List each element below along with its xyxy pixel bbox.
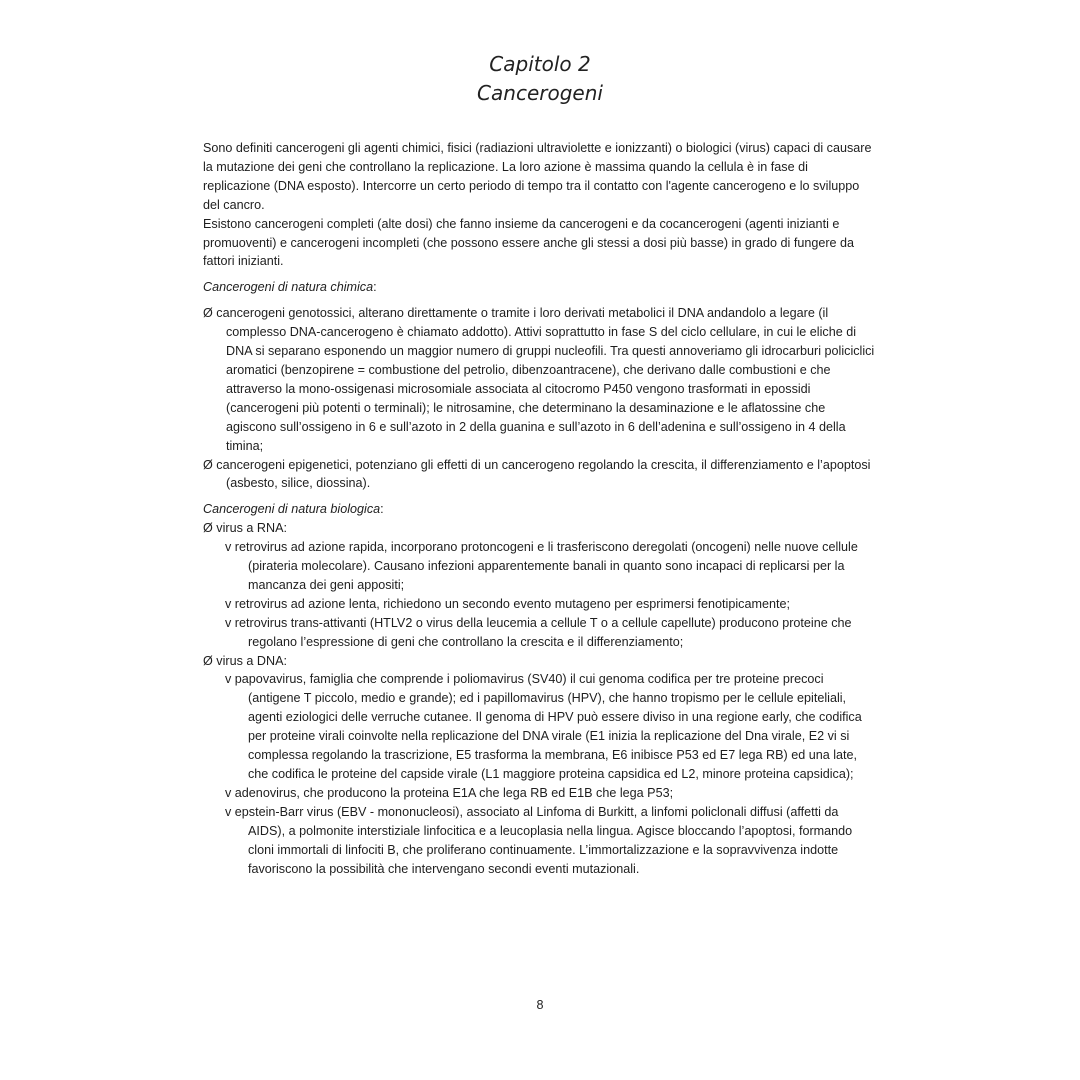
- chemical-heading-text: Cancerogeni di natura chimica: [203, 280, 374, 295]
- chemical-heading-colon: :: [373, 280, 377, 295]
- biological-heading-colon: :: [380, 502, 384, 517]
- sub-bullet-marker: v: [225, 596, 232, 611]
- dna-item-ebv: [203, 803, 875, 879]
- rna-item-slow: [203, 595, 875, 614]
- bullet-marker: Ø: [203, 306, 213, 321]
- chapter-number: Capitolo 2: [489, 52, 591, 76]
- dna-item-text: epstein-Barr virus (EBV - mononucleosi), associato al Linfoma di Burkitt, a linfomi policlonali diffusi (affetti da AIDS), a polmonite interstiziale linfocitica e a leucoplasia nella lingua. Agisce bloccando l’apoptosi, formando cloni immortali di linfociti B, che proliferano continuamente. L’immortalizzazione e la sopravvivenza indotte favoriscono la possibilità che intervengano secondi eventi mutazionali.: [234, 804, 853, 876]
- rna-item-text: retrovirus trans-attivanti (HTLV2 o virus della leucemia a cellule T o a cellule capellute) producono proteine che regolano l’espressione di geni che controllano la crescita e il differenziamento;: [234, 615, 852, 649]
- page-number: 8: [536, 998, 544, 1012]
- dna-virus-label-text: virus a DNA:: [216, 653, 287, 668]
- dna-item-text: papovavirus, famiglia che comprende i poliomavirus (SV40) il cui genoma codifica per tre proteine precoci (antigene T piccolo, medio e grande); ed i papillomavirus (HPV), che hanno tropismo per le cellule epiteliali, agenti eziologici delle verruche cutanee. Il genoma di HPV può essere diviso in una regione early, che codifica per proteine virali coinvolte nella replicazione del DNA virale (E1 inizia la replicazione del Dna virale, E2 vi si complessa regolando la trascrizione, E5 trasforma la membrana, E6 inibisce P53 ed E7 lega RB) ed una late, che codifica le proteine del capside virale (L1 maggiore proteina capsidica ed L2, minore proteina capsidica);: [234, 672, 862, 781]
- chapter-title: Cancerogeni: [477, 81, 603, 105]
- bullet-marker: Ø: [203, 653, 213, 668]
- chemical-heading: [203, 278, 875, 297]
- dna-item-adenovirus: [203, 784, 875, 803]
- chemical-item-genotoxic: [203, 304, 875, 455]
- chemical-item-text: cancerogeni epigenetici, potenziano gli effetti di un cancerogeno regolando la crescita, il differenziamento e l’apoptosi (asbesto, silice, diossina).: [216, 457, 871, 491]
- biological-heading-text: Cancerogeni di natura biologica: [203, 502, 381, 517]
- sub-bullet-marker: v: [225, 672, 232, 687]
- biological-heading: [203, 500, 875, 519]
- sub-bullet-marker: v: [225, 540, 232, 555]
- dna-item-papovavirus: [203, 670, 875, 783]
- rna-virus-label: [203, 519, 875, 538]
- sub-bullet-marker: v: [225, 615, 232, 630]
- rna-item-transactivating: [203, 614, 875, 652]
- rna-virus-label-text: virus a RNA:: [216, 521, 287, 536]
- intro-paragraph-1: Sono definiti cancerogeni gli agenti chimici, fisici (radiazioni ultraviolette e ionizzanti) o biologici (virus) capaci di causare la mutazione dei geni che controllano la replicazione. La loro azione è massima quando la cellula è in fase di replicazione (DNA esposto). Intercorre un certo periodo di tempo tra il contatto con l'agente cancerogeno e lo sviluppo del cancro.: [203, 141, 872, 212]
- sub-bullet-marker: v: [225, 804, 232, 819]
- bullet-marker: Ø: [203, 457, 213, 472]
- chemical-item-text: cancerogeni genotossici, alterano direttamente o tramite i loro derivati metabolici il DNA andandolo a legare (il complesso DNA-cancerogeno è chiamato addotto). Attivi soprattutto in fase S del ciclo cellulare, in cui le eliche di DNA si separano esponendo un maggior numero di gruppi nucleofili. Tra questi annoveriamo gli idrocarburi policiclici aromatici (benzopirene = combustione del petrolio, dibenzoantracene), che derivano dalle combustioni e che attraverso la mono-ossigenasi microsomiale associata al citocromo P450 vengono trasformati in epossidi (cancerogeni più potenti o terminali); le nitrosamine, che determinano la desaminazione e le aflatossine che agiscono sull’ossigeno in 6 e sull’azoto in 2 della guanina e sull’azoto in 6 dell’adenina e sull’ossigeno in 4 della timina;: [216, 306, 875, 453]
- dna-virus-label: [203, 652, 875, 671]
- intro-paragraph-2: Esistono cancerogeni completi (alte dosi) che fanno insieme da cancerogeni e da cocancerogeni (agenti inizianti e promuoventi) e cancerogeni incompleti (che possono essere anche gli stessi a dosi più basse) in grado di fungere da fattori inizianti.: [203, 216, 855, 269]
- page-body: [203, 139, 875, 878]
- rna-item-rapid: [203, 538, 875, 595]
- rna-item-text: retrovirus ad azione rapida, incorporano protoncogeni e li trasferiscono deregolati (oncogeni) nelle nuove cellule (pirateria molecolare). Causano infezioni apparentemente banali in quanto sono incapaci di replicarsi per la mancanza dei geni appositi;: [234, 540, 858, 592]
- dna-item-text: adenovirus, che producono la proteina E1A che lega RB ed E1B che lega P53;: [234, 785, 674, 800]
- sub-bullet-marker: v: [225, 785, 232, 800]
- bullet-marker: Ø: [203, 521, 213, 536]
- rna-item-text: retrovirus ad azione lenta, richiedono un secondo evento mutageno per esprimersi fenotipicamente;: [234, 596, 790, 611]
- chemical-item-epigenetic: [203, 456, 875, 494]
